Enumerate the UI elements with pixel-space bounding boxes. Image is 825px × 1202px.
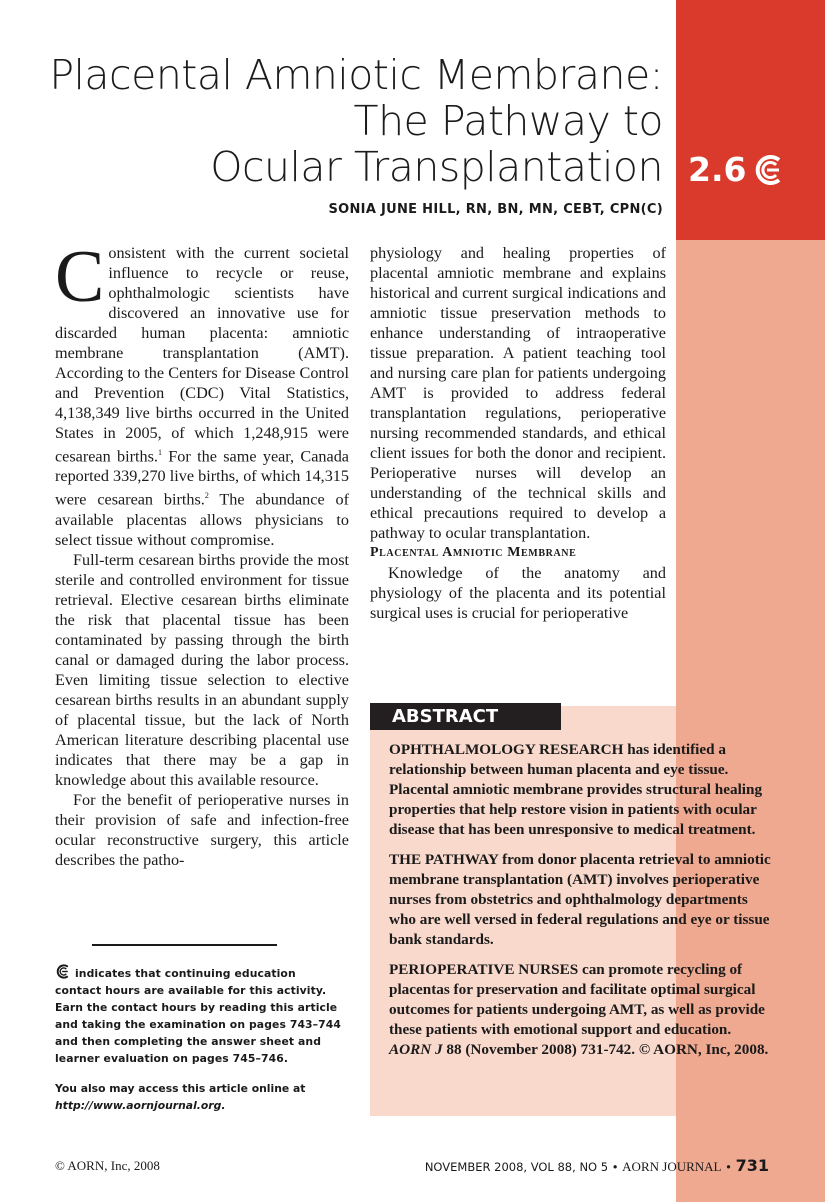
footer-issue-info [425, 1156, 769, 1175]
paragraph-2: Full-term cesarean births provide the most sterile and controlled environment for tissue retrieval. Elective cesarean births eliminate the risk that placental tissue has been contaminated by passing through the birth canal or damaged during the labor process. Even limiting tissue selection to elective cesarean births results in an abundant supply of placental tissue, but the lack of North American literature describing placental use indicates that there may be a gap in knowledge about this available resource. [55, 550, 349, 789]
title-line-2: The Pathway to [353, 97, 663, 145]
footnote-ref-2: 2 [204, 491, 209, 501]
ce-small-icon [55, 963, 72, 980]
online-note-text: You also may access this article online at [55, 1082, 306, 1095]
continuing-education-icon [752, 152, 788, 188]
abstract-text [389, 740, 773, 1070]
article-title [49, 52, 663, 190]
footer-copyright: © AORN, Inc, 2008 [55, 1158, 160, 1173]
footnote-rule [92, 944, 277, 946]
ce-footnote [55, 963, 345, 1067]
abstract-paragraph-1: OPHTHALMOLOGY RESEARCH has identified a relationship between human placenta and eye tissue. Placental amniotic membrane provides structural healing properties that help restore vision in patients with ocular disease that has been unresponsive to medical treatment. [389, 741, 763, 838]
paragraph-1-end: The abundance of available placentas allows physicians to select tissue without compromise. [55, 490, 350, 549]
footnote-ref-1: 1 [157, 448, 162, 457]
drop-cap: C [55, 236, 105, 318]
abstract-p3-text: PERIOPERATIVE NURSES can promote recycling of placentas for preservation and facilitate optimal surgical outcomes for patients undergoing AMT, as well as provide these patients with emotional support and education. [389, 961, 765, 1038]
paragraph-1-cont: For the same year, Canada reported 339,270 live births, of which 14,315 were cesarean births. [55, 447, 349, 509]
online-url-link[interactable]: http://www.aornjournal.org. [55, 1099, 226, 1112]
footer-issue: NOVEMBER 2008, VOL 88, NO 5 • [424, 1160, 619, 1174]
online-note [55, 1080, 345, 1114]
paragraph-3: For the benefit of perioperative nurses in their provision of safe and infection-free ocular reconstructive surgery, this article describes the patho- [55, 790, 349, 869]
title-line-1: Placental Amniotic Membrane: [49, 51, 663, 99]
paragraph-5: Knowledge of the anatomy and physiology of the placenta and its potential surgical uses is crucial for perioperative [370, 564, 666, 622]
page-number: 731 [735, 1156, 769, 1175]
footer-journal: AORN JOURNAL [622, 1159, 722, 1174]
author-byline: SONIA JUNE HILL, RN, BN, MN, CEBT, CPN(C) [328, 202, 663, 217]
ce-contact-hours: 2.6 [688, 150, 747, 189]
body-column-2 [370, 243, 666, 623]
ce-footnote-text: indicates that continuing education contact hours are available for this activity. Earn the contact hours by reading this article and taking the examination on pages 743–744 and then completing the answer sheet and learner evaluation on pages 745–746. [55, 967, 341, 1065]
abstract-p3-citation: 88 (November 2008) 731-742. © AORN, Inc, 2008. [446, 1041, 769, 1058]
abstract-paragraph-2: THE PATHWAY from donor placenta retrieval to amniotic membrane transplantation (AMT) involves perioperative nurses from obstetrics and ophthalmology departments who are well versed in federal regulations and eye or tissue bank standards. [389, 851, 771, 948]
footer-bullet: • [725, 1160, 732, 1174]
title-line-3: Ocular Transplantation [210, 143, 663, 191]
header-color-band [676, 0, 825, 240]
abstract-paragraph-3 [389, 960, 773, 1060]
body-column-1 [55, 236, 350, 870]
abstract-label: ABSTRACT [392, 706, 499, 727]
paragraph-1: onsistent with the current societal influence to recycle or reuse, ophthalmologic scientists have discovered an innovative use for discarded human placenta: amniotic membrane transplantation (AMT). According to the Centers for Disease Control and Prevention (CDC) Vital Statistics, 4,138,349 live births occurred in the United States in 2005, of which 1,248,915 were cesarean births. [55, 244, 349, 466]
section-heading: Placental Amniotic Membrane [370, 545, 577, 560]
paragraph-4: physiology and healing properties of placental amniotic membrane and explains historical and current surgical indications and amniotic tissue preservation methods to enhance understanding of intraoperative tissue preparation. A patient teaching tool and nursing care plan for patients undergoing AMT is provided to address federal transplantation regulations, perioperative nursing recommended standards, and ethical client issues for both the donor and recipient. Perioperative nurses will develop an understanding of the technical skills and ethical precautions required to develop a pathway to ocular transplantation. [370, 244, 666, 542]
journal-citation: AORN J [389, 1041, 443, 1058]
